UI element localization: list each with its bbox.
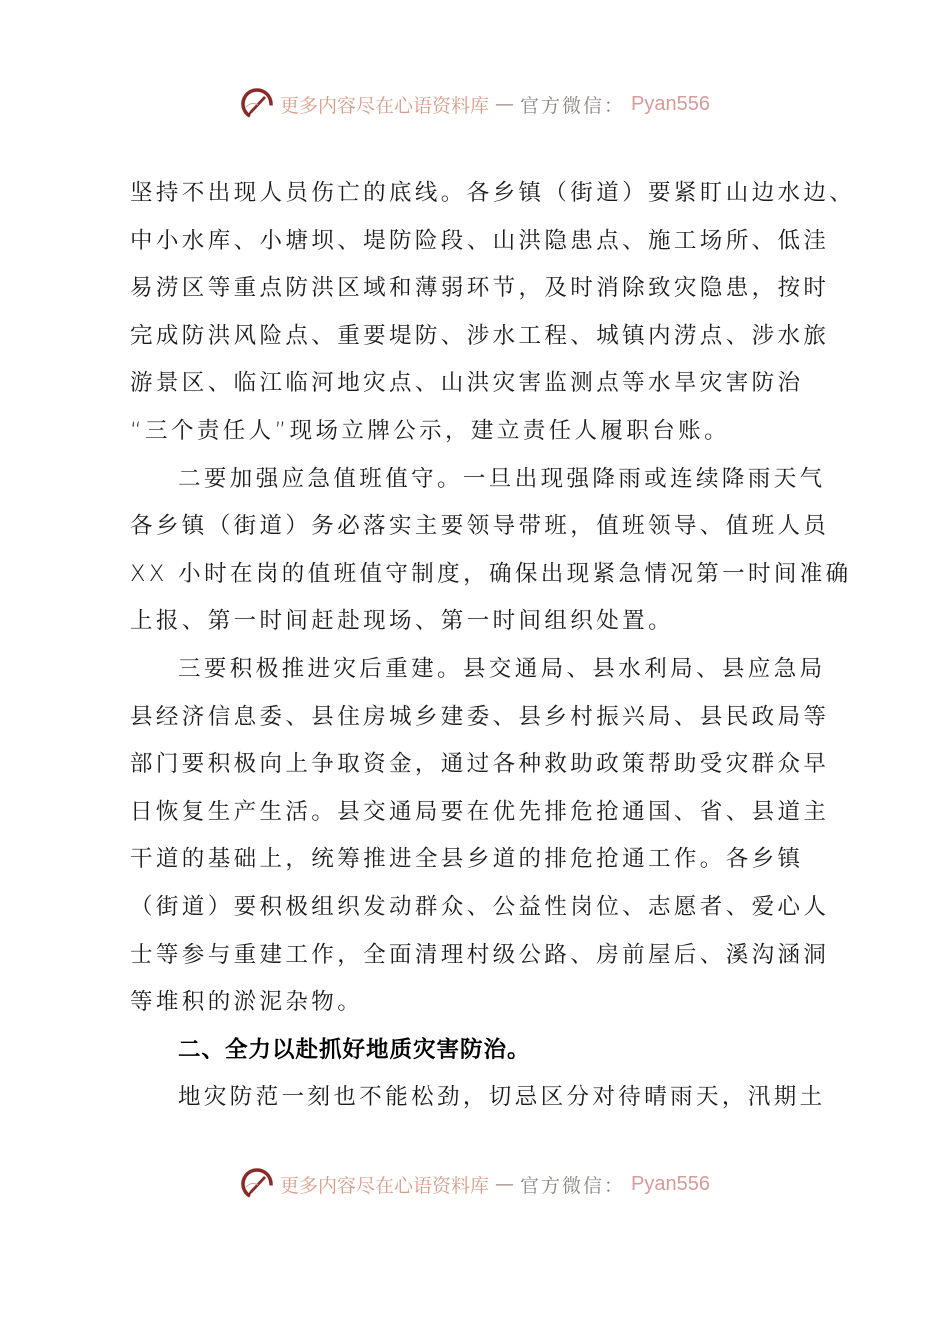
banner-wechat-id: Pyan556 <box>631 92 710 115</box>
banner-site-name: 更多内容尽在心语资料库 <box>280 94 490 117</box>
body-text-line: 易涝区等重点防洪区域和薄弱环节，及时消除致灾隐患，按时 <box>130 275 830 302</box>
body-text-line: 坚持不出现人员伤亡的底线。各乡镇（街道）要紧盯山边水边、 <box>130 180 856 206</box>
banner-wechat-label: 官方微信： <box>520 94 626 117</box>
page-header-banner <box>0 82 950 126</box>
body-text-line: 各乡镇（街道）务必落实主要领导带班，值班领导、值班人员 <box>130 513 830 540</box>
section-heading: 二、全力以赴抓好地质灾害防治。 <box>178 1036 531 1063</box>
paragraph-start-line: 地灾防范一刻也不能松劲，切忌区分对待晴雨天，汛期土 <box>178 1084 826 1111</box>
banner-wechat-id: Pyan556 <box>631 1172 710 1195</box>
body-text-line: 县经济信息委、县住房城乡建委、县乡村振兴局、县民政局等 <box>130 703 830 730</box>
body-text-line: 上报、第一时间赶赴现场、第一时间组织处置。 <box>130 608 674 635</box>
paragraph-start-line: 二要加强应急值班值守。一旦出现强降雨或连续降雨天气 <box>178 465 826 492</box>
body-text-line: 部门要积极向上争取资金，通过各种救助政策帮助受灾群众早 <box>130 751 830 778</box>
body-text-line: 完成防洪风险点、重要堤防、涉水工程、城镇内涝点、涉水旅 <box>130 322 830 349</box>
body-text-line: 干道的基础上，统筹推进全县乡道的排危抢通工作。各乡镇 <box>130 846 804 873</box>
paragraph-start-line: 三要积极推进灾后重建。县交通局、县水利局、县应急局 <box>178 655 826 682</box>
page-footer-banner <box>0 1162 950 1206</box>
body-text-line: 日恢复生产生活。县交通局要在优先排危抢通国、省、县道主 <box>130 798 830 825</box>
body-text-line: 士等参与重建工作，全面清理村级公路、房前屋后、溪沟涵洞 <box>130 941 830 968</box>
document-body <box>130 170 856 1122</box>
body-text-line: （街道）要积极组织发动群众、公益性岗位、志愿者、爱心人 <box>130 893 830 920</box>
body-text-line: 等堆积的淤泥杂物。 <box>130 989 364 1016</box>
body-text-line: 游景区、临江临河地灾点、山洪灾害监测点等水旱灾害防治 <box>130 370 804 397</box>
quill-pen-logo-icon <box>240 1167 274 1201</box>
watermark-banner <box>240 87 710 121</box>
body-text-line: “三个责任人”现场立牌公示，建立责任人履职台账。 <box>130 417 730 444</box>
banner-wechat-label: 官方微信： <box>520 1174 626 1197</box>
banner-dash: — <box>495 1173 515 1195</box>
body-text-line: XX 小时在岗的值班值守制度，确保出现紧急情况第一时间准确 <box>130 560 852 587</box>
banner-site-name: 更多内容尽在心语资料库 <box>280 1174 490 1197</box>
quill-pen-logo-icon <box>240 87 274 121</box>
body-text-line: 中小水库、小塘坝、堤防险段、山洪隐患点、施工场所、低洼 <box>130 227 830 254</box>
watermark-banner <box>240 1167 710 1201</box>
banner-dash: — <box>495 93 515 115</box>
